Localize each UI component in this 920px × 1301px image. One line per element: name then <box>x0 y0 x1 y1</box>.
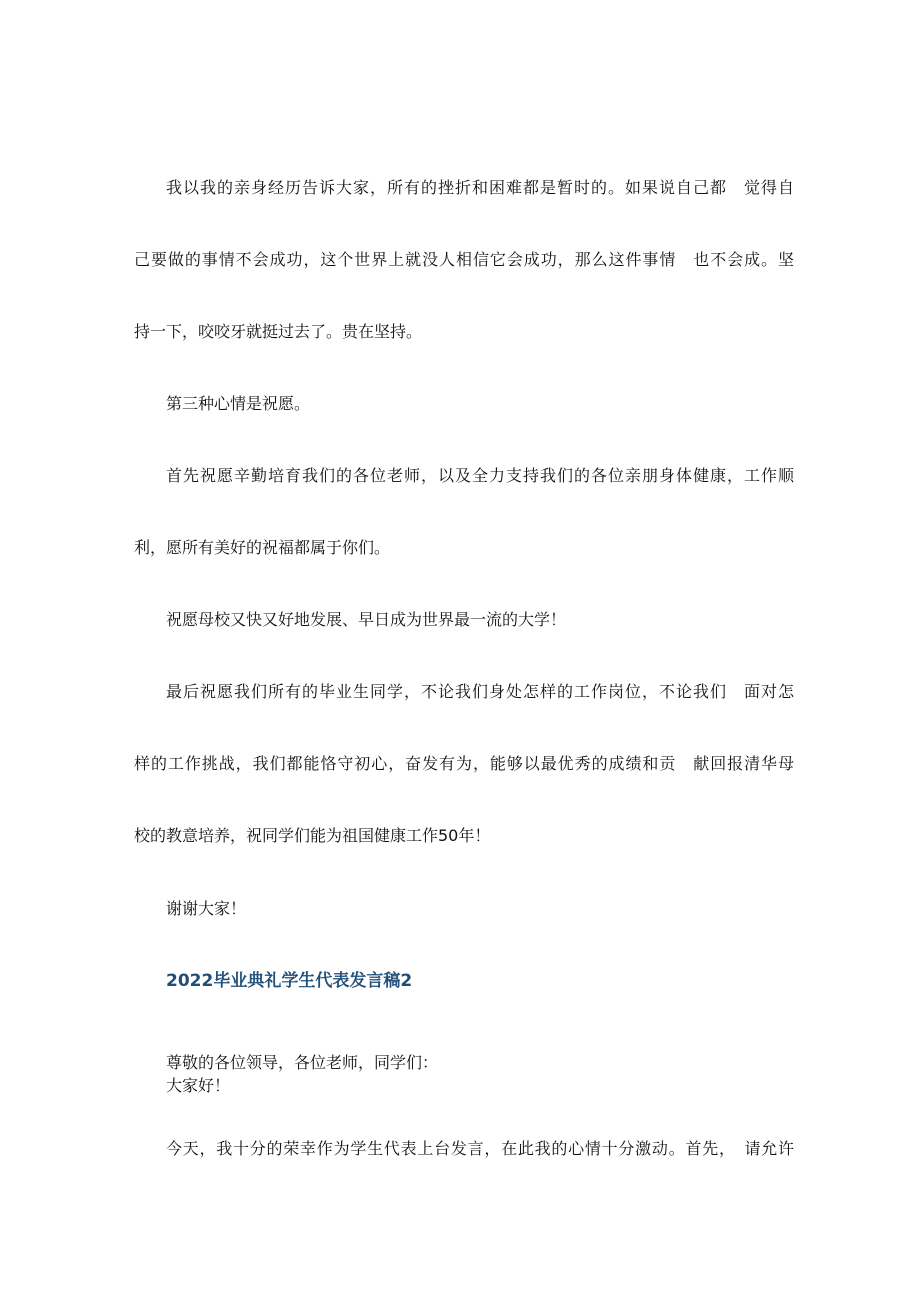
paragraph-5-line-2: 样的工作挑战，我们都能恪守初心，奋发有为，能够以最优秀的成绩和贡 献回报清华母 <box>134 754 794 773</box>
paragraph-3-line-2: 利，愿所有美好的祝福都属于你们。 <box>134 538 391 557</box>
paragraph-5-line-3: 校的教意培养，祝同学们能为祖国健康工作50年！ <box>134 826 491 845</box>
section-title: 2022毕业典礼学生代表发言稿2 <box>166 971 413 991</box>
greeting-line-2: 大家好！ <box>166 1076 231 1095</box>
paragraph-5-line-1: 最后祝愿我们所有的毕业生同学，不论我们身处怎样的工作岗位，不论我们 面对怎 <box>166 682 794 701</box>
paragraph-2-line-1: 第三种心情是祝愿。 <box>166 394 311 413</box>
paragraph-3-line-1: 首先祝愿辛勤培育我们的各位老师，以及全力支持我们的各位亲朋身体健康，工作顺 <box>166 466 794 485</box>
paragraph-1-line-2: 己要做的事情不会成功，这个世界上就没人相信它会成功，那么这件事情 也不会成。坚 <box>134 250 794 269</box>
greeting-line-1: 尊敬的各位领导，各位老师，同学们： <box>166 1053 439 1072</box>
paragraph-4-line-1: 祝愿母校又快又好地发展、早日成为世界最一流的大学！ <box>166 610 567 629</box>
paragraph-1-line-1: 我以我的亲身经历告诉大家，所有的挫折和困难都是暂时的。如果说自己都 觉得自 <box>166 178 794 197</box>
paragraph-1-line-3: 持一下，咬咬牙就挺过去了。贵在坚持。 <box>134 322 423 341</box>
opening-line: 今天，我十分的荣幸作为学生代表上台发言，在此我的心情十分激动。首先， 请允许 <box>166 1139 794 1158</box>
paragraph-6-line-1: 谢谢大家！ <box>166 899 247 918</box>
